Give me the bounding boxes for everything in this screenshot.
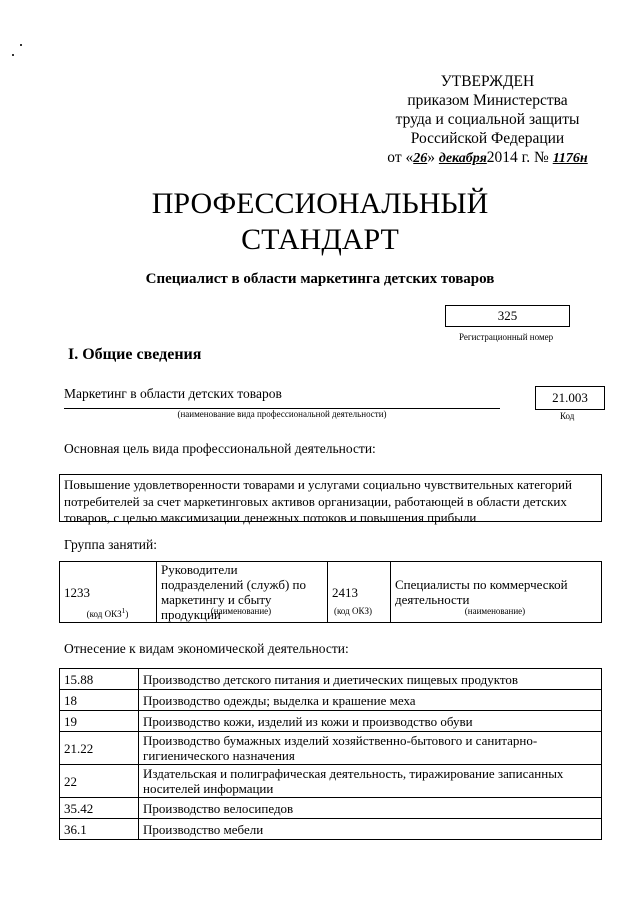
registration-caption: Регистрационный номер [459, 332, 554, 342]
activity-name: Маркетинг в области детских товаров [64, 386, 282, 401]
table-row [60, 732, 602, 765]
table-row [60, 765, 602, 798]
activity-name-field [64, 386, 500, 409]
okved-code: 22 [60, 765, 139, 798]
okved-name: Производство мебели [139, 819, 602, 840]
occupation-name-2: Специалисты по коммерческой деятельности [391, 562, 602, 623]
table-row [60, 690, 602, 711]
goal-label: Основная цель вида профессиональной деятельности: [64, 441, 376, 456]
table-row [60, 669, 602, 690]
okved-name: Производство одежды; выделка и крашение меха [139, 690, 602, 711]
approval-line-2: приказом Министерства [407, 92, 568, 109]
scan-speck [20, 44, 22, 46]
caption-okz-code-2: (код ОКЗ) [334, 606, 372, 616]
date-year: 2014 г. № [486, 149, 549, 166]
table-row [60, 711, 602, 732]
okved-name: Производство кожи, изделий из кожи и производство обуви [139, 711, 602, 732]
approval-line-1: УТВЕРЖДЕН [440, 73, 535, 90]
occupation-code-1: 1233 [60, 562, 157, 623]
okved-code: 35.42 [60, 798, 139, 819]
scan-speck [12, 54, 14, 56]
okved-code: 21.22 [60, 732, 139, 765]
okved-code: 15.88 [60, 669, 139, 690]
document-title [0, 186, 640, 258]
activity-caption: (наименование вида профессиональной деятельности) [177, 409, 387, 419]
registration-number-box: 325 [445, 305, 570, 327]
document-subtitle: Специалист в области маркетинга детских товаров [145, 271, 495, 287]
group-label: Группа занятий: [64, 537, 157, 552]
okved-name: Производство бумажных изделий хозяйственно-бытового и санитарно-гигиенического назначения [139, 732, 602, 765]
caption-name-2: (наименование) [464, 606, 526, 616]
caption-okz-code-1: (код ОКЗ$^1$) [86, 606, 129, 619]
okved-name: Издательская и полиграфическая деятельность, тиражирование записанных носителей информации [139, 765, 602, 798]
date-month: декабря [438, 151, 487, 166]
activity-code-box: 21.003 [535, 386, 605, 410]
code-caption: Код [560, 411, 575, 421]
approval-line-3: труда и социальной защиты [395, 111, 580, 128]
occupation-name-1: Руководители подразделений (служб) по маркетингу и сбыту продукции [157, 562, 328, 623]
econ-label: Отнесение к видам экономической деятельности: [64, 641, 349, 656]
okved-name: Производство велосипедов [139, 798, 602, 819]
order-number: 1176н [552, 151, 588, 166]
okved-code: 19 [60, 711, 139, 732]
date-day: 26 [413, 151, 428, 166]
date-close-quote: » [427, 149, 435, 166]
okved-code: 36.1 [60, 819, 139, 840]
caption-name-1: (наименование) [210, 606, 272, 616]
title-line-2: СТАНДАРТ [241, 223, 399, 256]
title-line-1: ПРОФЕССИОНАЛЬНЫЙ [151, 187, 489, 220]
table-row [60, 798, 602, 819]
okved-code: 18 [60, 690, 139, 711]
approval-line-4: Российской Федерации [410, 130, 565, 147]
section-heading: I. Общие сведения [68, 346, 202, 363]
okved-name: Производство детского питания и диетических пищевых продуктов [139, 669, 602, 690]
okved-table [59, 668, 602, 840]
date-prefix: от « [387, 149, 414, 166]
occupation-code-2: 2413 [328, 562, 391, 623]
approval-date-line [380, 148, 595, 168]
table-row [60, 819, 602, 840]
goal-text-box: Повышение удовлетворенности товарами и услугами социально чувствительных категорий потребителей за счет маркетинговых активов организации, работающей в области детских товаров, с целью максимизации денежных потоков и повышения прибыли [59, 474, 602, 522]
approval-block [380, 72, 595, 168]
